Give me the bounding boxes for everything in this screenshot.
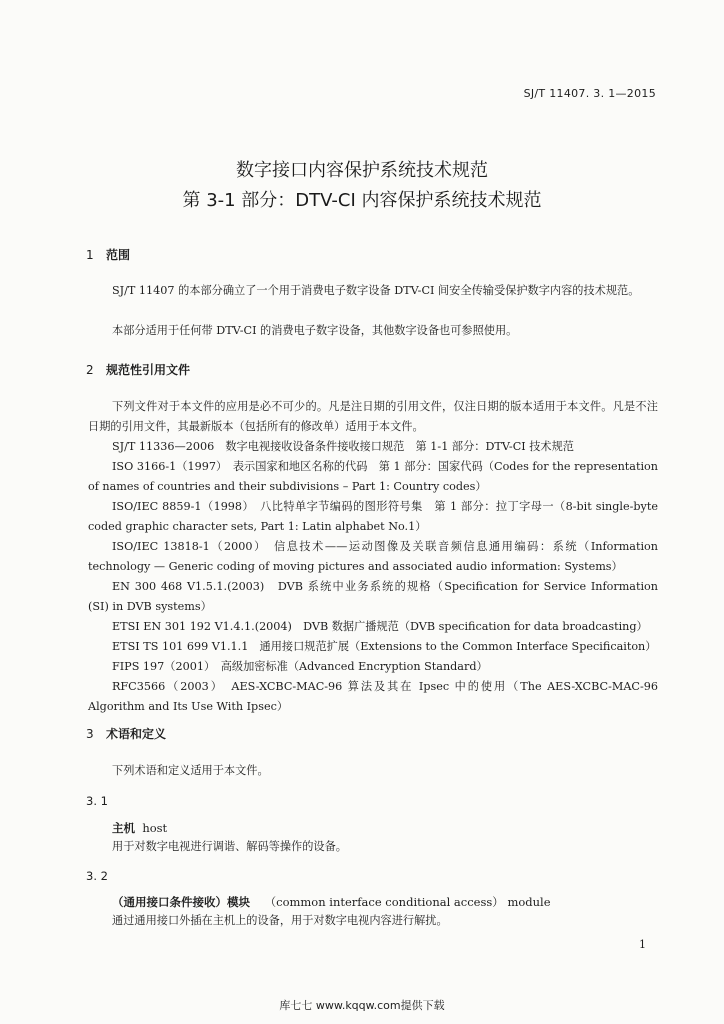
reference-item: FIPS 197（2001） 高级加密标准（Advanced Encryption Standard）: [112, 660, 488, 673]
page-number: 1: [639, 938, 646, 951]
term-entry: [112, 820, 167, 836]
section-title: 范围: [106, 248, 131, 262]
section-3-heading: [86, 725, 166, 742]
term-english: （common interface conditional access） module: [264, 895, 551, 909]
reference-item: SJ/T 11336—2006 数字电视接收设备条件接收接口规范 第 1-1 部分：DTV-CI 技术规范: [112, 440, 574, 453]
section-1-heading: [86, 246, 130, 263]
section-title: 规范性引用文件: [106, 363, 191, 377]
section-2-heading: [86, 361, 190, 378]
title-line-1: 数字接口内容保护系统技术规范: [236, 160, 488, 181]
reference-item: ISO/IEC 8859-1（1998） 八比特单字节编码的图形符号集 第 1 部分：拉丁字母一（8-bit single-byte coded graphic character sets, Part 1: Latin alphabet No.1）: [88, 500, 658, 533]
section-number: 3: [86, 727, 94, 741]
title-line-2: 第 3-1 部分：DTV-CI 内容保护系统技术规范: [182, 190, 542, 211]
clause-number: 3. 1: [86, 794, 108, 808]
term-english: host: [142, 821, 168, 835]
term-definition: 用于对数字电视进行调谐、解码等操作的设备。: [112, 840, 347, 853]
terms-intro: 下列术语和定义适用于本文件。: [112, 764, 269, 777]
download-footer: 库七七 www.kqqw.com提供下载: [279, 999, 445, 1012]
term-chinese: 主机: [112, 821, 135, 835]
section-number: 1: [86, 248, 94, 262]
term-chinese: （通用接口条件接收）模块: [112, 895, 250, 909]
reference-item: ISO/IEC 13818-1（2000） 信息技术——运动图像及关联音频信息通用编码：系统（Information technology — Generic coding of moving pictures and associated audio information: Systems）: [88, 540, 658, 573]
references-intro: 下列文件对于本文件的应用是必不可少的。凡是注日期的引用文件，仅注日期的版本适用于本文件。凡是不注日期的引用文件，其最新版本（包括所有的修改单）适用于本文件。: [88, 400, 658, 433]
reference-item: ETSI EN 301 192 V1.4.1.(2004) DVB 数据广播规范（DVB specification for data broadcasting）: [112, 620, 648, 633]
reference-item: RFC3566（2003） AES-XCBC-MAC-96 算法及其在 Ipsec 中的使用（The AES-XCBC-MAC-96 Algorithm and Its Use With Ipsec）: [88, 680, 658, 713]
reference-item: EN 300 468 V1.5.1.(2003) DVB 系统中业务系统的规格（Specification for Service Information (SI) in DVB systems）: [88, 580, 658, 613]
term-entry: [112, 894, 551, 910]
clause-number: 3. 2: [86, 869, 108, 883]
section-number: 2: [86, 363, 94, 377]
reference-item: ISO 3166-1（1997） 表示国家和地区名称的代码 第 1 部分：国家代码（Codes for the representation of names of countries and their subdivisions – Part 1: Country codes）: [88, 460, 658, 493]
section-title: 术语和定义: [106, 727, 167, 741]
scope-paragraph-2: 本部分适用于任何带 DTV-CI 的消费电子数字设备，其他数字设备也可参照使用。: [112, 324, 518, 337]
scope-paragraph-1: SJ/T 11407 的本部分确立了一个用于消费电子数字设备 DTV-CI 间安全传输受保护数字内容的技术规范。: [112, 284, 640, 297]
term-definition: 通过通用接口外插在主机上的设备，用于对数字电视内容进行解扰。: [112, 914, 448, 927]
reference-item: ETSI TS 101 699 V1.1.1 通用接口规范扩展（Extensions to the Common Interface Specificaiton）: [112, 640, 657, 653]
document-code: SJ/T 11407. 3. 1—2015: [523, 87, 656, 100]
